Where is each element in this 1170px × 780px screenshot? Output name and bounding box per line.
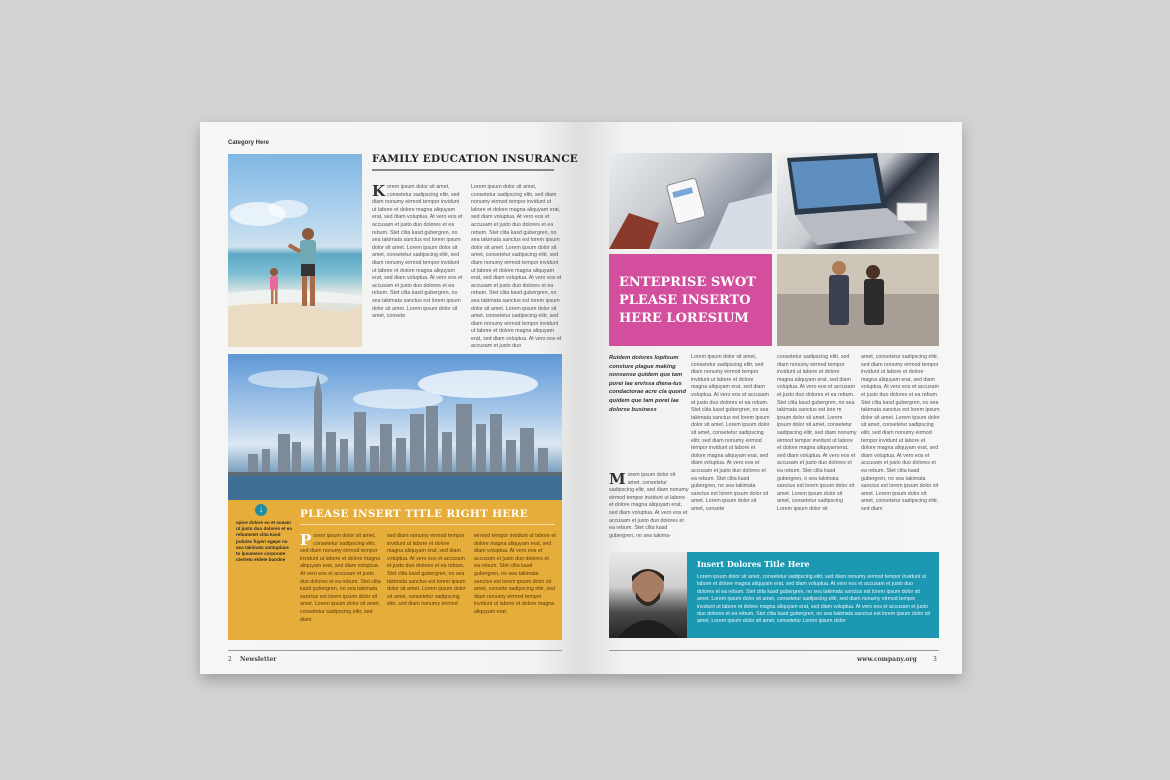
footer-label: Newsletter [240,656,277,663]
body-text-d: amet, consetetur sadipscing elitr, sed diam nonumy eirmod tempor invidunt ut labore et dolore magna aliquyam erat, sed diam voluptua. At vero eos et accusam et justo duo dolores et ea rebum. Stet clita kasd gubergren, no sea takimata sanctus est lorem ipsum dolor sit amet. Lorem ipsum dolor sit amet, consetetur sadipscing elitr, sed diam nonumy eirmod tempor invidunt ut labore et dolore magna aliquyam erat, sed diam voluptua. At vero eos et accusam et justo duo dolores et ea rebum. Stet clita kasd gubergren, no sea takimata sanctus est lorem ipsum dolor sit amet. Lorem ipsum dolor sit amet, consetetur sadipscing elitr, sed diam [861,354,940,512]
feature-title-rule [300,524,555,525]
skyline-illustration [228,354,562,500]
feature-drop-cap: P [300,531,312,549]
page-number-left: 2 [228,656,232,663]
portrait-illustration [609,552,687,638]
drop-cap: K [372,182,386,200]
article-column-2 [471,184,562,350]
teal-text: Lorem ipsum dolor sit amet, consetetur sadipscing elitr, sed diam nonumy eirmod tempor invidunt ut labore et dolore magna aliquyam erat, sed diam voluptua. At vero eos et accusam et justo duo dolores et ea rebum. Stet clita kasd gubergren, no sea takimata sanctus est lorem ipsum dolor sit amet. Lorem ipsum dolor sit amet, consetetur sadipscing elitr, sed diam nonumy eirmod tempor invidunt ut labore et dolore magna aliquyam erat, sed diam voluptua. At vero eos et accusam et justo duo dolores et ea rebum. Stet clita kasd gubergren, no sea takimata sanctus est lorem ipsum dolor sit amet. Lorem ipsum dolor sit amet, consetetur Lorem ipsum dolor [697,574,930,625]
article-text-2: Lorem ipsum dolor sit amet, consetetur sadipscing elitr, sed diam nonumy eirmod tempor invidunt ut labore et dolore magna aliquyam erat, sed diam voluptua. At vero eos et accusam et justo duo dolores et ea rebum. Stet clita kasd gubergren, no sea takimata sanctus est lorem ipsum dolor sit amet. Lorem ipsum dolor sit amet, consetetur sadipscing elitr, sed diam nonumy eirmod tempor invidunt ut labore et dolore magna aliquyam erat, sed diam voluptua. At vero eos et accusam et justo duo dolores et ea rebum. Stet clita kasd gubergren, no sea takimata sanctus est lorem ipsum dolor sit amet. Lorem ipsum dolor sit amet, consetetur sadipscing elitr, sed diam nonumy eirmod tempor invidunt ut labore et dolore magna aliquyam erat, sed diam voluptua. At vero eos et accusam et justo duo [471,184,562,350]
business-people-photo [777,254,939,346]
body-column-d [861,354,941,546]
feature-column-1 [300,533,382,637]
teal-title: Insert Dolores Title Here [697,559,810,569]
feature-title: PLEASE INSERT TITLE RIGHT HERE [300,508,529,520]
article-title: FAMILY EDUCATION INSURANCE [372,153,578,165]
body-column-c [777,354,857,546]
body-column-b [691,354,771,546]
feature-text-3: eirmod tempor invidunt ut labore et dolore magna aliquyam erat, sed diam voluptua. At vero eos et accusam et justo duo dolores et ea rebum. Stet clita kasd gubergren, no sea takimata sanctus est lorem ipsum dolor sit amet, consete sadipscing elitr, sed diam nonumy eirmod tempor invidunt ut labore et dolore magna aliquyam erat. [474,533,556,615]
footer-rule-right [609,650,939,651]
body-column-a [609,472,689,546]
business-people-illustration [777,254,939,346]
pull-quote: Ruidem dolores lopitsum consture plague making nonsense quidem que tam porei lae ervissa diena-tus condactorae acre cla quond quidem que tam porei lae dolorse business [609,355,686,413]
laptop-illustration [777,153,939,249]
tablet-illustration [609,153,772,249]
left-page [200,122,581,674]
body-drop-cap: M [609,470,626,488]
headline-title: ENTEPRISE SWOT PLEASE INSERTO HERE LORESIUM [619,275,756,326]
portrait-photo [609,552,687,638]
body-text-a: orem ipsum dolor sit amet, consetetur sadipscing elitr, sed diam nonumy eirmod tempor invidunt ut labore et dolore magna aliquyam erat, sed diam voluptua. At vero eos et accusam et justo duo dolores et ea rebum. Stet clita kasd gubergren, no sea takima- [609,472,689,539]
side-note: spice dolore eo et soeam ut justo duo dolores et ea rebumstet clita kasd jodutec fuyeri egepe no sea takimata santuplace to lpsumece corporate ctertetu eldete bundne [236,520,292,563]
feature-text-1: orem ipsum dolor sit amet, consetetur sadipscing elitr, sed diam nonumy eirmod tempor invidunt ut labore et dolore magna aliquyam erat, sed diam voluptua. At vero eos et accusam et justo duo dolores et ea rebum. Stet clita kasd gubergren, no sea takimata sanctus est lorem ipsum dolor sit amet. Lorem ipsum dolor sit amet, consetetur sadipscing elitr, sed diam [300,533,381,623]
feature-column-3 [474,533,556,637]
article-column-1 [372,184,464,346]
category-label: Category Here [228,140,270,146]
body-text-c: consetetur sadipscing elitr, sed diam nonumy eirmod tempor invidunt ut labore et dolore magna aliquyam erat, sed diam voluptua. At vero eos et accusam et justo duo dolores et ea rebum. Stet clita kasd gubergren, no sea takimata sanctus est lore m ipsum dolor sit amet. Lorem ipsum dolor sit amet, consetetur sadipscing elitr, sed diam nonumy eirmod tempor invidunt ut labore et dolore magna aliquyamerat, sed diam voluptua. At vero eos et accusam et justo duo dolores et ea rebum. Stet clita kasd gubergren, o sea takimata sanctus est lorem ipsum dolor sit amet. Lorem ipsum dolor sit amet, consetetur sadipscing Lorem ipsum dolor sit [777,354,857,512]
feature-column-2 [387,533,467,637]
tablet-meeting-photo [609,153,772,249]
magazine-spread [200,122,962,674]
beach-photo [228,154,362,347]
right-page [581,122,962,674]
footer-url: www.company.org [857,656,917,663]
article-text-1: orem ipsum dolor sit amet, consetetur sadipscing elitr, sed diam nonumy eirmod tempor invidunt ut labore et dolore magna aliquyam erat, sed diam voluptua. At vero eos et accusam et justo duo dolores et ea rebum. Stet clita kasd gubergren, no sea takimata sanctus est lorem ipsum dolor sit amet. Lorem ipsum dolor sit amet, consetetur sadipscing elitr, sed diam nonumy eirmod tempor invidunt ut labore et dolore magna aliquyam erat, sed diam voluptua. At vero eos et accusam et justo duo dolores et ea rebum. Stet clita kasd gubergren, no sea takimata sanctus est lorem ipsum dolor sit amet. Lorem ipsum dolor sit amet, consete [372,184,463,320]
footer-rule [228,650,562,651]
beach-illustration [228,154,362,347]
city-skyline-photo [228,354,562,500]
title-rule [372,169,554,171]
page-number-right: 3 [933,656,937,663]
laptop-work-photo [777,153,939,249]
body-text-b: Lorem ipsum dolor sit amet, consetetur sadipscing elitr, sed diam nonumy eirmod tempor invidunt ut labore et dolore magna aliquyam erat, sed diam voluptua. At vero eos et accusam et justo duo dolores et ea rebum. Stet clita kasd gubergren, no sea takimata sanctus est lorem ipsum dolor sit amet. Lorem ipsum dolor sit amet, consetetur sadipscing elitr, sed diam nonumy eirmod tempor invidunt ut labore et dolore magna aliquyam erat, sed diam voluptua. At vero eos et accusam et justo duo dolores et ea rebum. Stet clita kasd gubergren, no sea takimata sanctus est lorem ipsum dolor sit amet. Lorem ipsum dolor sit amet, consete [691,354,770,512]
feature-text-2: sed diam nonumy eirmod tempor invidunt ut labore et dolore magna aliquyam erat, sed diam voluptua. At vero eos et accusam et justo duo dolores et ea rebum. Stet clita kasd gubergren, no sea takimata sanctus est lorem ipsum dolor sit amet. Lorem ipsum dolor sit amet, consetetur sadipscing elitr, sed diam nonumy eirmod [387,533,466,608]
arrow-down-icon: ↓ [255,504,267,516]
